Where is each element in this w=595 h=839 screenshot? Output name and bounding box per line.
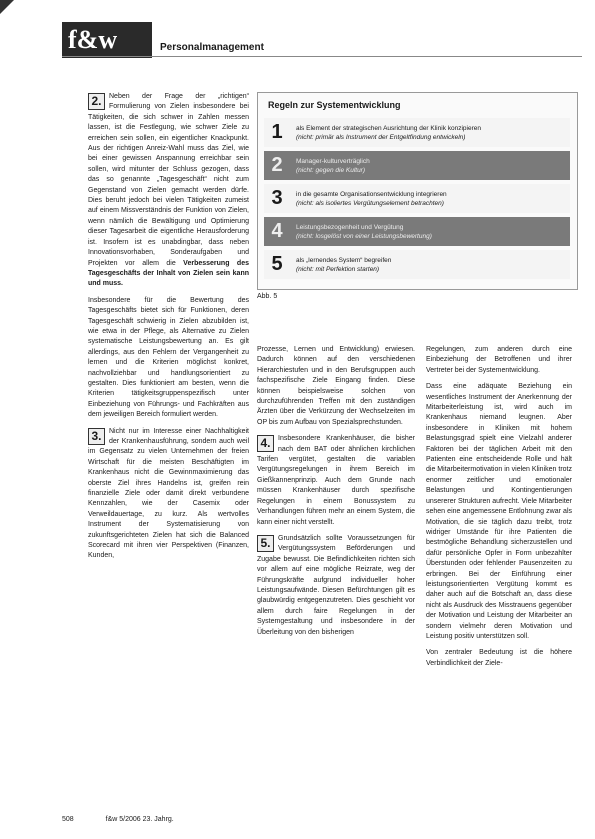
rule-sub: (nicht: mit Perfektion starten): [296, 265, 380, 273]
paragraph-number-4: 4.: [257, 435, 274, 452]
paragraph-right-3: Von zentraler Bedeutung ist die höhere Verbindlichkeit der Ziele-: [426, 649, 572, 667]
rule-row-3: [264, 184, 570, 213]
rule-row-5: [264, 250, 570, 279]
left-column: [88, 92, 249, 568]
paragraph-right-1: Regelungen, zum anderen durch eine Einbeziehung der Betroffenen und ihrer Vertreter bei der Systementwicklung.: [426, 346, 572, 374]
rule-main: Manager-kulturverträglich: [296, 157, 370, 165]
paragraph-5-text: Grundsätzlich sollte Voraussetzungen für Vergütungssystem Beförderungen und Zugabe bewusst. Die Befindlichkeiten richten sich vor allem auf eine mögliche Reizrate, weg der Führungskräfte aufgrund individueller hoher Leistungsaufwände. Diesen Befürchtungen gilt es glaubwürdig entgegenzutreten. Dies geschieht vor allem durch faire Regelungen in der Systemgestaltung und insbesondere in der Überleitung von den bisherigen: [257, 534, 415, 636]
paragraph-2-text: Neben der Frage der „richtigen“ Formulierung von Zielen insbesondere bei Tätigkeiten, die sich schwer in Zahlen messen lassen, ist die Festlegung, wie schwer Ziele zu erreichen sein sollen, ein eigentlicher Knackpunkt. Aus der richtigen Anreiz-Wahl muss das Ziel, wie bei einer gewissen Anspannung erreichbar sein sollen, wird mitunter der Schluss gezogen, dass das so genannte „Tagesgeschäft“ nicht zum Gegenstand von Zielen gemacht werden dürfe. Dies beruht jedoch bei vielen Tätigkeiten zumeist auf einem Missverständnis der Funktion von Zielen, wenn nämlich die Bewältigung und Optimierung dieser Tagesarbeit die eigentliche Herausforderung ist. Insofern ist es unabdingbar, dass neben Innovationsvorhaben, Sonderaufgaben und Projekten vor allem die: [88, 93, 249, 267]
rule-number: 4: [271, 220, 283, 242]
paragraph-2-emphasis: Verbesserung des Tagesgeschäfts der Inhalt von Zielen sein kann und muss.: [88, 259, 249, 288]
rule-number: 5: [271, 253, 283, 275]
rule-row-2: [264, 151, 570, 180]
section-title: Personalmanagement: [160, 42, 264, 53]
rule-sub: (nicht: losgelöst von einer Leistungsbewertung): [296, 232, 432, 240]
rule-sub: (nicht: gegen die Kultur): [296, 166, 366, 174]
paragraph-number-3: 3.: [88, 428, 105, 445]
right-column: [426, 345, 572, 675]
paragraph-2: [88, 92, 249, 290]
paragraph-right-2: Dass eine adäquate Beziehung ein wesentliches Instrument der Anerkennung der Mitarbeiterleistung ist, wird auch im Krankenhaus niemand leugnen. Aber insbesondere in Kliniken mit hohem Belastungsgrad spielt eine Vielzahl anderer Faktoren bei der täglichen Arbeit mit den Patienten eine entscheidende Rolle und hält die Mitarbeitermotivation in vielen Kliniken trotz enormer zeitlicher und emotionaler Belastungen und Kontingentierungen unsererer Strukturen aufrecht. Viele Mitarbeiter sehen eine angemessene Entlohnung zwar als Motivation, die sie täglich dazu treibt, trotz widriger Umstände für ihre Patienten die bestmögliche Behandlung sicherzustellen und dafür persönliche Opfer in Form unbezahlter Überstunden oder fehlender Pausenzeiten zu erbringen. Bei der Einführung einer leistungsorientierten Vergütung kommt es daher auch auf die Botschaft an, dass diese nicht als Ausdruck des Misstrauens gegenüber der Motivation und Leistung der Mitarbeiter an sondern vielmehr deren Motivation und Leistung positiv unterstützen soll.: [426, 383, 572, 640]
figure-title: Regeln zur Systementwicklung: [268, 100, 401, 110]
journal-issue: f&w 5/2006 23. Jahrg.: [105, 816, 174, 823]
paragraph-after-2: Insbesondere für die Bewertung des Tagesgeschäfts bietet sich für Funktionen, deren Tagesgeschäft schwierig in Zielen abzubilden ist, wie etwa in der Pflege, als Alternative zu Zielen systematische Leistungsbewertung an. Es gilt allerdings, aus den Fehlern der Vergangenheit zu lernen und die Kriterien möglichst konkret, nachvollziehbar und handlungsorientiert zu gestalten. Dies funktioniert am besten, wenn die Kriterien tätigkeitsgruppenspezifisch unter Einbeziehung von Führungs- und Fachkräften aus dem jeweiligen Bereich formuliert werden.: [88, 296, 249, 419]
paragraph-number-5: 5.: [257, 535, 274, 552]
rule-main: als „lernendes System“ begreifen: [296, 256, 392, 264]
paragraph-3: [88, 427, 249, 562]
paragraph-number-2: 2.: [88, 93, 105, 110]
paragraph-4: [257, 434, 415, 528]
rule-row-1: [264, 118, 570, 147]
rule-sub: (nicht: als isoliertes Vergütungselement betrachten): [296, 199, 444, 207]
paragraph-3-text: Nicht nur im Interesse einer Nachhaltigkeit der Krankenhausführung, sondern auch weil im Gegensatz zu vielen Unternehmen der freien Wirtschaft für die meisten Beschäftigten im Krankenhaus nicht die Gewinnmaximierung das oberste Ziel ihres Handelns ist, greifen rein finanzielle Ziele oder damit direkt verbundene Kennzahlen, wie der Casemix oder Verweildauertage, zu kurz. Als wertvolles Instrument der Systematisierung von zukunftsgerichteten Zielen hat sich die Balanced Scorecard mit ihren vier Perspektiven (Finanzen, Kunden,: [88, 427, 249, 560]
rule-number: 1: [271, 121, 283, 143]
rule-main: als Element der strategischen Ausrichtung der Klinik konzipieren: [296, 124, 481, 132]
paragraph-5: [257, 534, 415, 638]
rule-main: in die gesamte Organisationsentwicklung integrieren: [296, 190, 447, 198]
header-divider: [62, 56, 582, 57]
rule-row-4: [264, 217, 570, 246]
middle-column: [257, 345, 415, 644]
paragraph-mid-1: Prozesse, Lernen und Entwicklung) erwiesen. Dadurch können auf den verschiedenen Hierarchiestufen und in den Berufsgruppen auch fachspezifische Ziele Eingang finden. Diese können beispielsweise solchen von durchzuführenden Treffen mit den zuständigen Ärzten über die Verkürzung der Wechselzeiten im OP bis zum Aufbau von Spezialsprechstunden.: [257, 346, 415, 426]
journal-logo: f&w: [62, 22, 152, 58]
figure-caption: Abb. 5: [257, 293, 278, 300]
rule-number: 3: [271, 187, 283, 209]
corner-mark: [0, 0, 14, 14]
page-number: 508: [62, 816, 74, 823]
rule-sub: (nicht: primär als Instrument der Entgeltfindung entwickeln): [296, 133, 466, 141]
paragraph-4-text: Insbesondere Krankenhäuser, die bisher nach dem BAT oder ähnlichen kirchlichen Tarifen vergütet, gestalten die variablen Vergütungsregelungen in ihrem Bereich im Gießkannenprinzip. Auch dem Grunde nach müssen Krankenhäuser durch spezifische Regelungen in einem Bonussystem zu Verhandlungen führen mehr an einem System, die kann einer nicht verstellt.: [257, 435, 415, 526]
rule-main: Leistungsbezogenheit und Vergütung: [296, 223, 404, 231]
rule-number: 2: [271, 154, 283, 176]
page-footer: [62, 816, 204, 823]
rules-figure: [257, 92, 578, 290]
